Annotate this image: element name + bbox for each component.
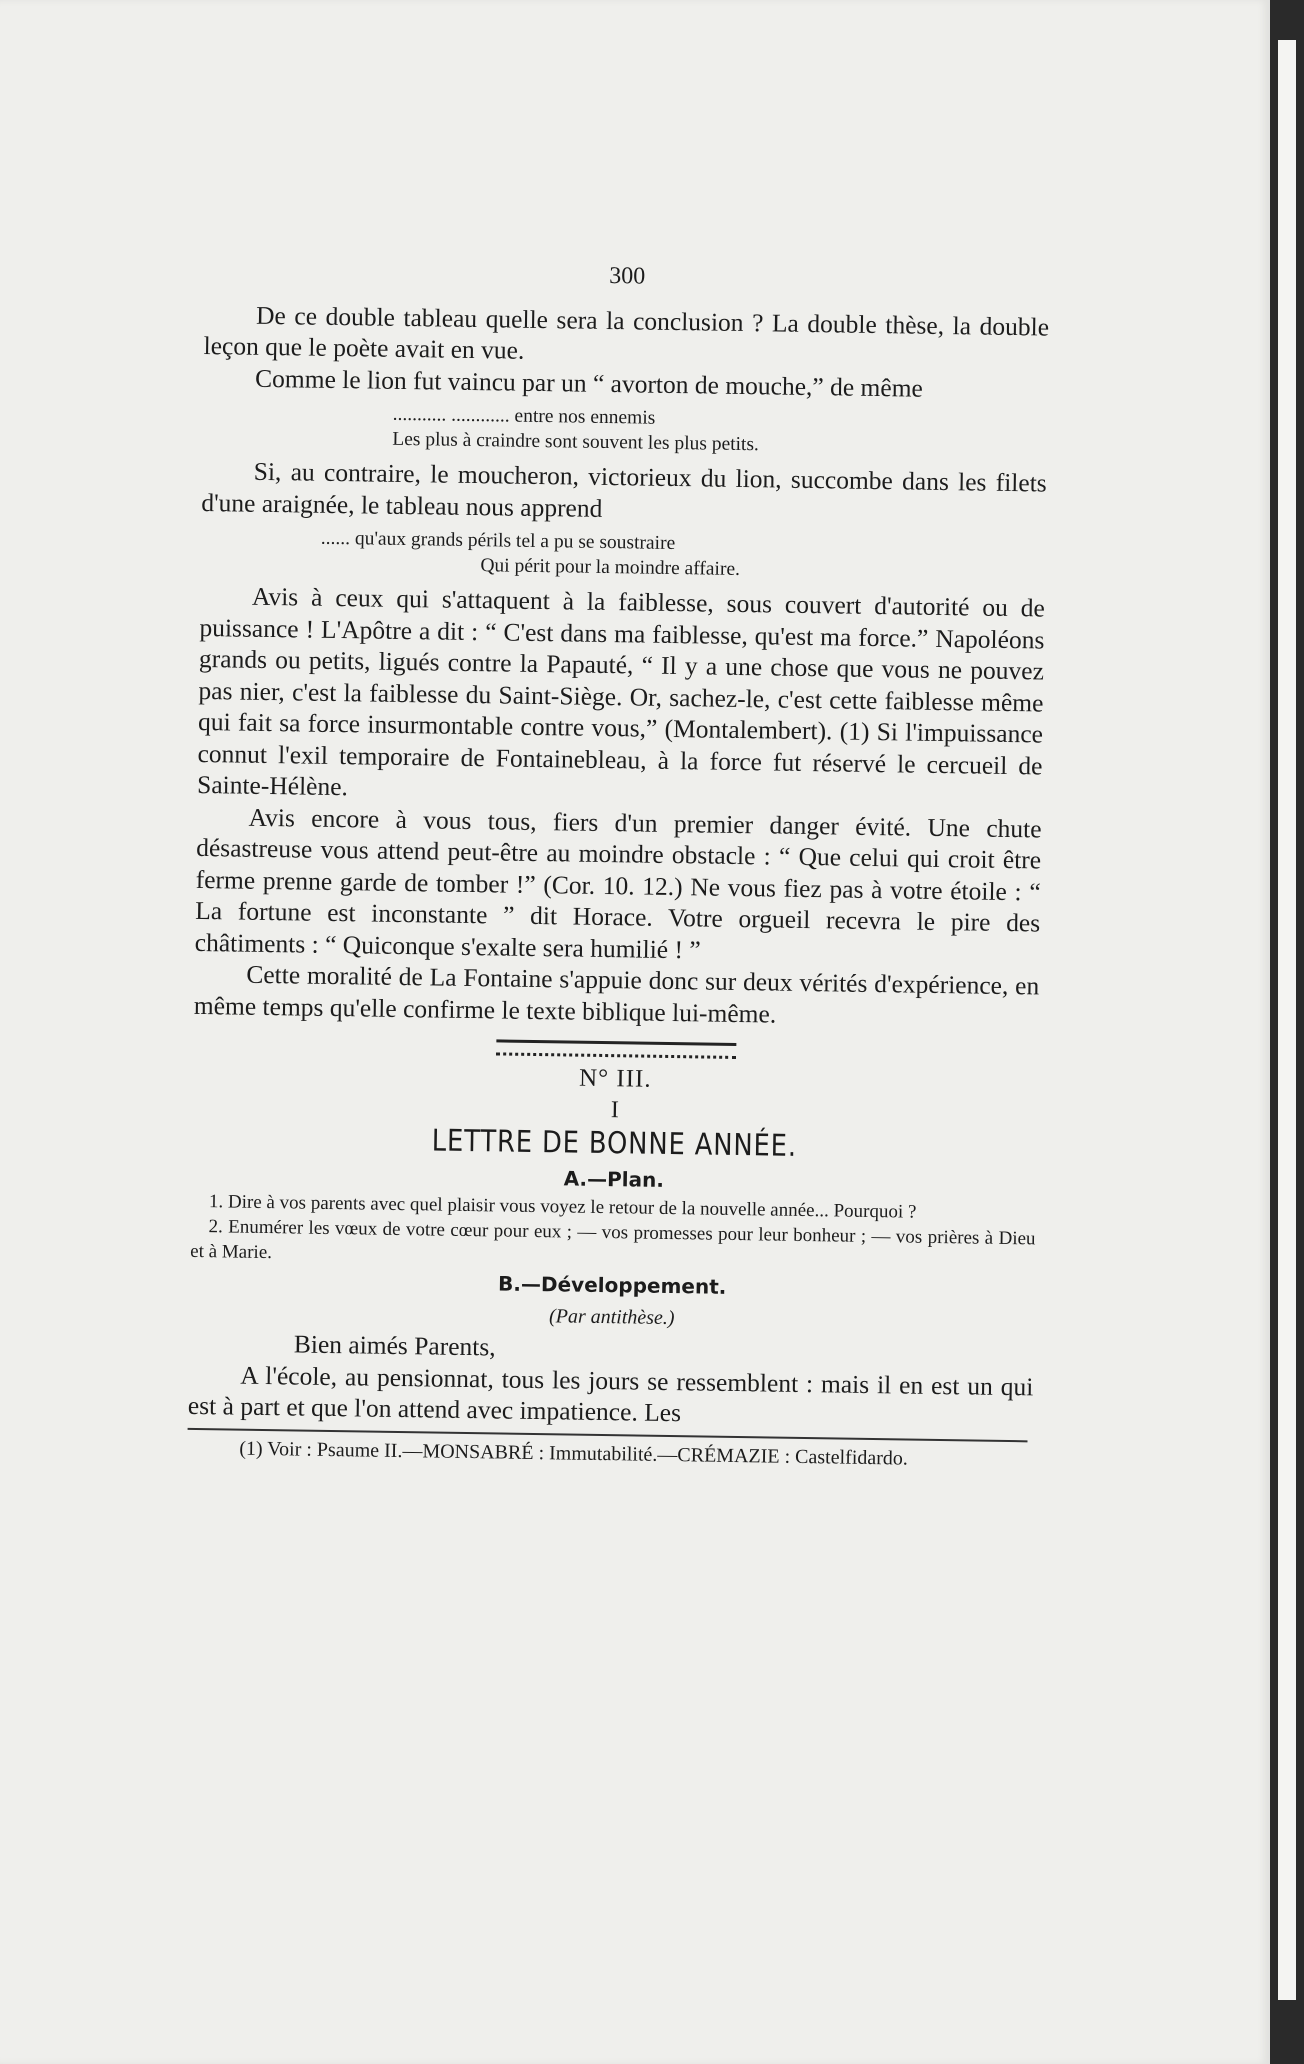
- paragraph-moucheron: Si, au contraire, le moucheron, victorieux du lion, succombe dans les filets d'une araignée, le tableau nous apprend: [201, 456, 1047, 523]
- plan-item: 2. Enumérer les vœux de votre cœur pour eux ; — vos promesses pour leur bonheur ; — vos prières à Dieu et à Marie.: [190, 1216, 1036, 1264]
- verse-line: ........... ............ entre nos ennemis: [392, 403, 656, 429]
- footnote: (1) Voir : Psaume II.—MONSABRÉ : Immutabilité.—CRÉMAZIE : Castelfidardo.: [239, 1437, 909, 1470]
- letter-salutation: Bien aimés Parents,: [293, 1329, 496, 1362]
- plan-item: 1. Dire à vos parents avec quel plaisir vous voyez le retour de la nouvelle année... Pourquoi ?: [208, 1191, 917, 1223]
- verse-line: ...... qu'aux grands périls tel a pu se soustraire: [320, 527, 676, 555]
- development-subtitle: (Par antithèse.): [548, 1304, 675, 1329]
- next-page-edge: [1278, 40, 1296, 2000]
- letter-title: LETTRE DE BONNE ANNÉE.: [431, 1123, 798, 1164]
- verse-line: Qui périt pour la moindre affaire.: [480, 555, 741, 580]
- verse-line: Les plus à craindre sont souvent les plus petits.: [392, 428, 760, 456]
- section-roman-numeral: I: [610, 1096, 620, 1123]
- section-number: N° III.: [578, 1064, 652, 1093]
- scan-border: [1270, 0, 1304, 2064]
- paragraph-avis-danger: Avis encore à vous tous, fiers d'un premier danger évité. Une chute désastreuse vous attend peut-être au moindre obstacle : “ Que celui qui croit être ferme prenne garde de tomber !” (Cor. 10. 12.) Ne vous fiez pas à votre étoile : “ La fortune est inconstante ” dit Horace. Votre orgueil recevra le pire des châtiments : “ Quiconque s'exalte sera humilié ! ”: [194, 802, 1042, 964]
- development-heading: B.—Développement.: [497, 1271, 727, 1299]
- paragraph-avis-faiblesse: Avis à ceux qui s'attaquent à la faiblesse, sous couvert d'autorité ou de puissance ! L'Apôtre a dit : “ C'est dans ma faiblesse, qu'est ma force.” Napoléons grands ou petits, ligués contre la Papauté, “ Il y a une chose que vous ne pouvez pas nier, c'est la faiblesse du Saint-Siège. Or, sachez-le, c'est cette faiblesse même qui fait sa force insurmontable contre vous,” (Montalembert). (1) Si l'impuissance connut l'exil temporaire de Fontainebleau, à la force fut réservé le cercueil de Sainte-Hélène.: [196, 581, 1046, 802]
- paragraph-letter-opening: A l'école, au pensionnat, tous les jours se ressemblent : mais il en est un qui est à part et que l'on attend avec impatience. Les: [187, 1360, 1034, 1428]
- paragraph-lion: Comme le lion fut vaincu par un “ avorton de mouche,” de même: [254, 363, 924, 403]
- paragraph-moralite: Cette moralité de La Fontaine s'appuie donc sur deux vérités d'expérience, en même temps qu'elle confirme le texte biblique lui-même.: [193, 959, 1040, 1029]
- page-text-block: [187, 255, 1050, 1473]
- plan-list: [190, 1189, 1036, 1277]
- paragraph-conclusion: De ce double tableau quelle sera la conclusion ? La double thèse, la double leçon que le poète avait en vue.: [203, 300, 1050, 365]
- page-number: 300: [609, 263, 646, 290]
- verse-quote-1: [202, 399, 1048, 462]
- ornamental-divider: [496, 1039, 736, 1059]
- verse-quote-2: [200, 524, 1046, 587]
- plan-heading: A.—Plan.: [563, 1165, 665, 1192]
